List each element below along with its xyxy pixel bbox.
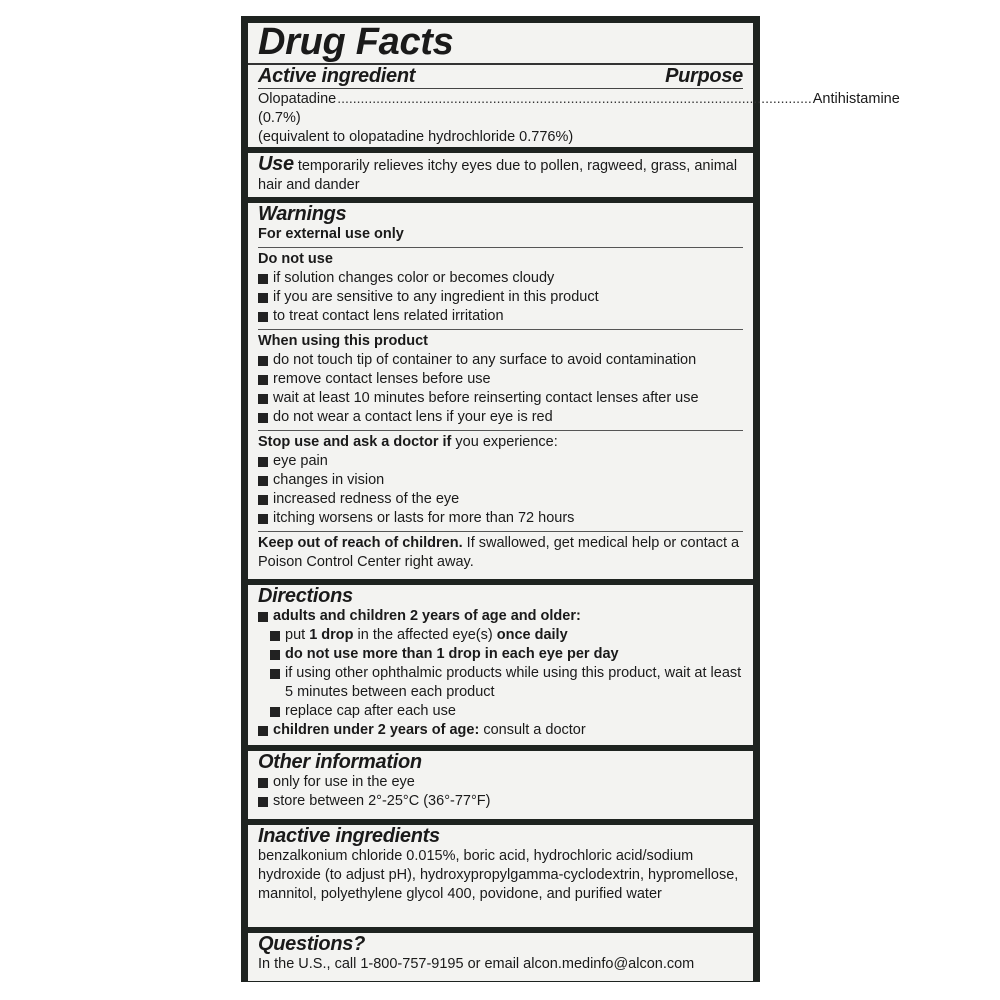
list-item: to treat contact lens related irritation — [258, 307, 743, 326]
list-item: itching worsens or lasts for more than 72 hours — [258, 509, 743, 528]
list-item: eye pain — [258, 452, 743, 471]
other-information-heading: Other information — [258, 751, 422, 773]
list-item: if solution changes color or becomes cloudy — [258, 269, 743, 288]
section-other-information — [248, 751, 753, 819]
list-item: children under 2 years of age: consult a doctor — [258, 721, 743, 740]
active-ingredient-equivalent: (equivalent to olopatadine hydrochloride 0.776%) — [258, 128, 574, 145]
active-ingredient-row — [258, 89, 900, 128]
inactive-ingredients-heading: Inactive ingredients — [258, 825, 440, 847]
directions-heading: Directions — [258, 585, 353, 607]
list-item: changes in vision — [258, 471, 743, 490]
active-ingredient-name: Olopatadine (0.7%) — [258, 90, 337, 126]
use-heading: Use — [258, 153, 294, 175]
list-item: replace cap after each use — [270, 702, 743, 721]
purpose-heading: Purpose — [665, 64, 743, 87]
drug-facts-title: Drug Facts — [258, 21, 454, 63]
questions-heading: Questions? — [258, 933, 366, 955]
when-using-heading: When using this product — [258, 333, 428, 349]
list-item: wait at least 10 minutes before reinserting contact lenses after use — [258, 389, 743, 408]
list-item: do not use more than 1 drop in each eye per day — [270, 645, 743, 664]
section-directions — [248, 585, 753, 745]
section-active-ingredient — [248, 21, 900, 147]
active-ingredient-heading: Active ingredient — [258, 64, 416, 87]
keep-out-heading: Keep out of reach of children. — [258, 535, 463, 551]
section-use — [248, 153, 753, 197]
active-ingredient-purpose: Antihistamine — [812, 90, 900, 107]
list-item: put 1 drop in the affected eye(s) once daily — [270, 626, 743, 645]
use-text: temporarily relieves itchy eyes due to pollen, ragweed, grass, animal hair and dander — [258, 158, 738, 193]
list-item: only for use in the eye — [258, 773, 743, 792]
list-item: do not touch tip of container to any surface to avoid contamination — [258, 351, 743, 370]
external-use-text: For external use only — [258, 226, 404, 242]
list-item: increased redness of the eye — [258, 490, 743, 509]
list-item: if using other ophthalmic products while using this product, wait at least 5 minutes between each product — [270, 664, 743, 702]
warnings-heading: Warnings — [258, 203, 347, 225]
list-item: adults and children 2 years of age and older: — [258, 607, 743, 626]
leader-dots: .......................................................................................................................... — [337, 89, 812, 106]
list-item: remove contact lenses before use — [258, 370, 743, 389]
section-questions — [248, 933, 753, 981]
section-inactive-ingredients — [248, 825, 753, 927]
drug-facts-panel — [241, 16, 900, 982]
list-item: do not wear a contact lens if your eye is red — [258, 408, 743, 427]
keep-out-text: If swallowed, get medical help or contact a Poison Control Center right away. — [258, 535, 740, 570]
questions-text: In the U.S., call 1-800-757-9195 or email alcon.medinfo@alcon.com — [258, 956, 695, 972]
inactive-ingredients-text: benzalkonium chloride 0.015%, boric acid, hydrochloric acid/sodium hydroxide (to adjust pH), hydroxypropylgamma-cyclodextrin, hypromellose, mannitol, polyethylene glycol 400, povidone, and purified water — [258, 848, 739, 902]
list-item: store between 2°-25°C (36°-77°F) — [258, 792, 743, 811]
section-warnings — [248, 203, 753, 579]
stop-use-heading-rest: you experience: — [455, 434, 558, 450]
stop-use-heading: Stop use and ask a doctor if — [258, 434, 452, 450]
do-not-use-heading: Do not use — [258, 251, 333, 267]
list-item: if you are sensitive to any ingredient in this product — [258, 288, 743, 307]
